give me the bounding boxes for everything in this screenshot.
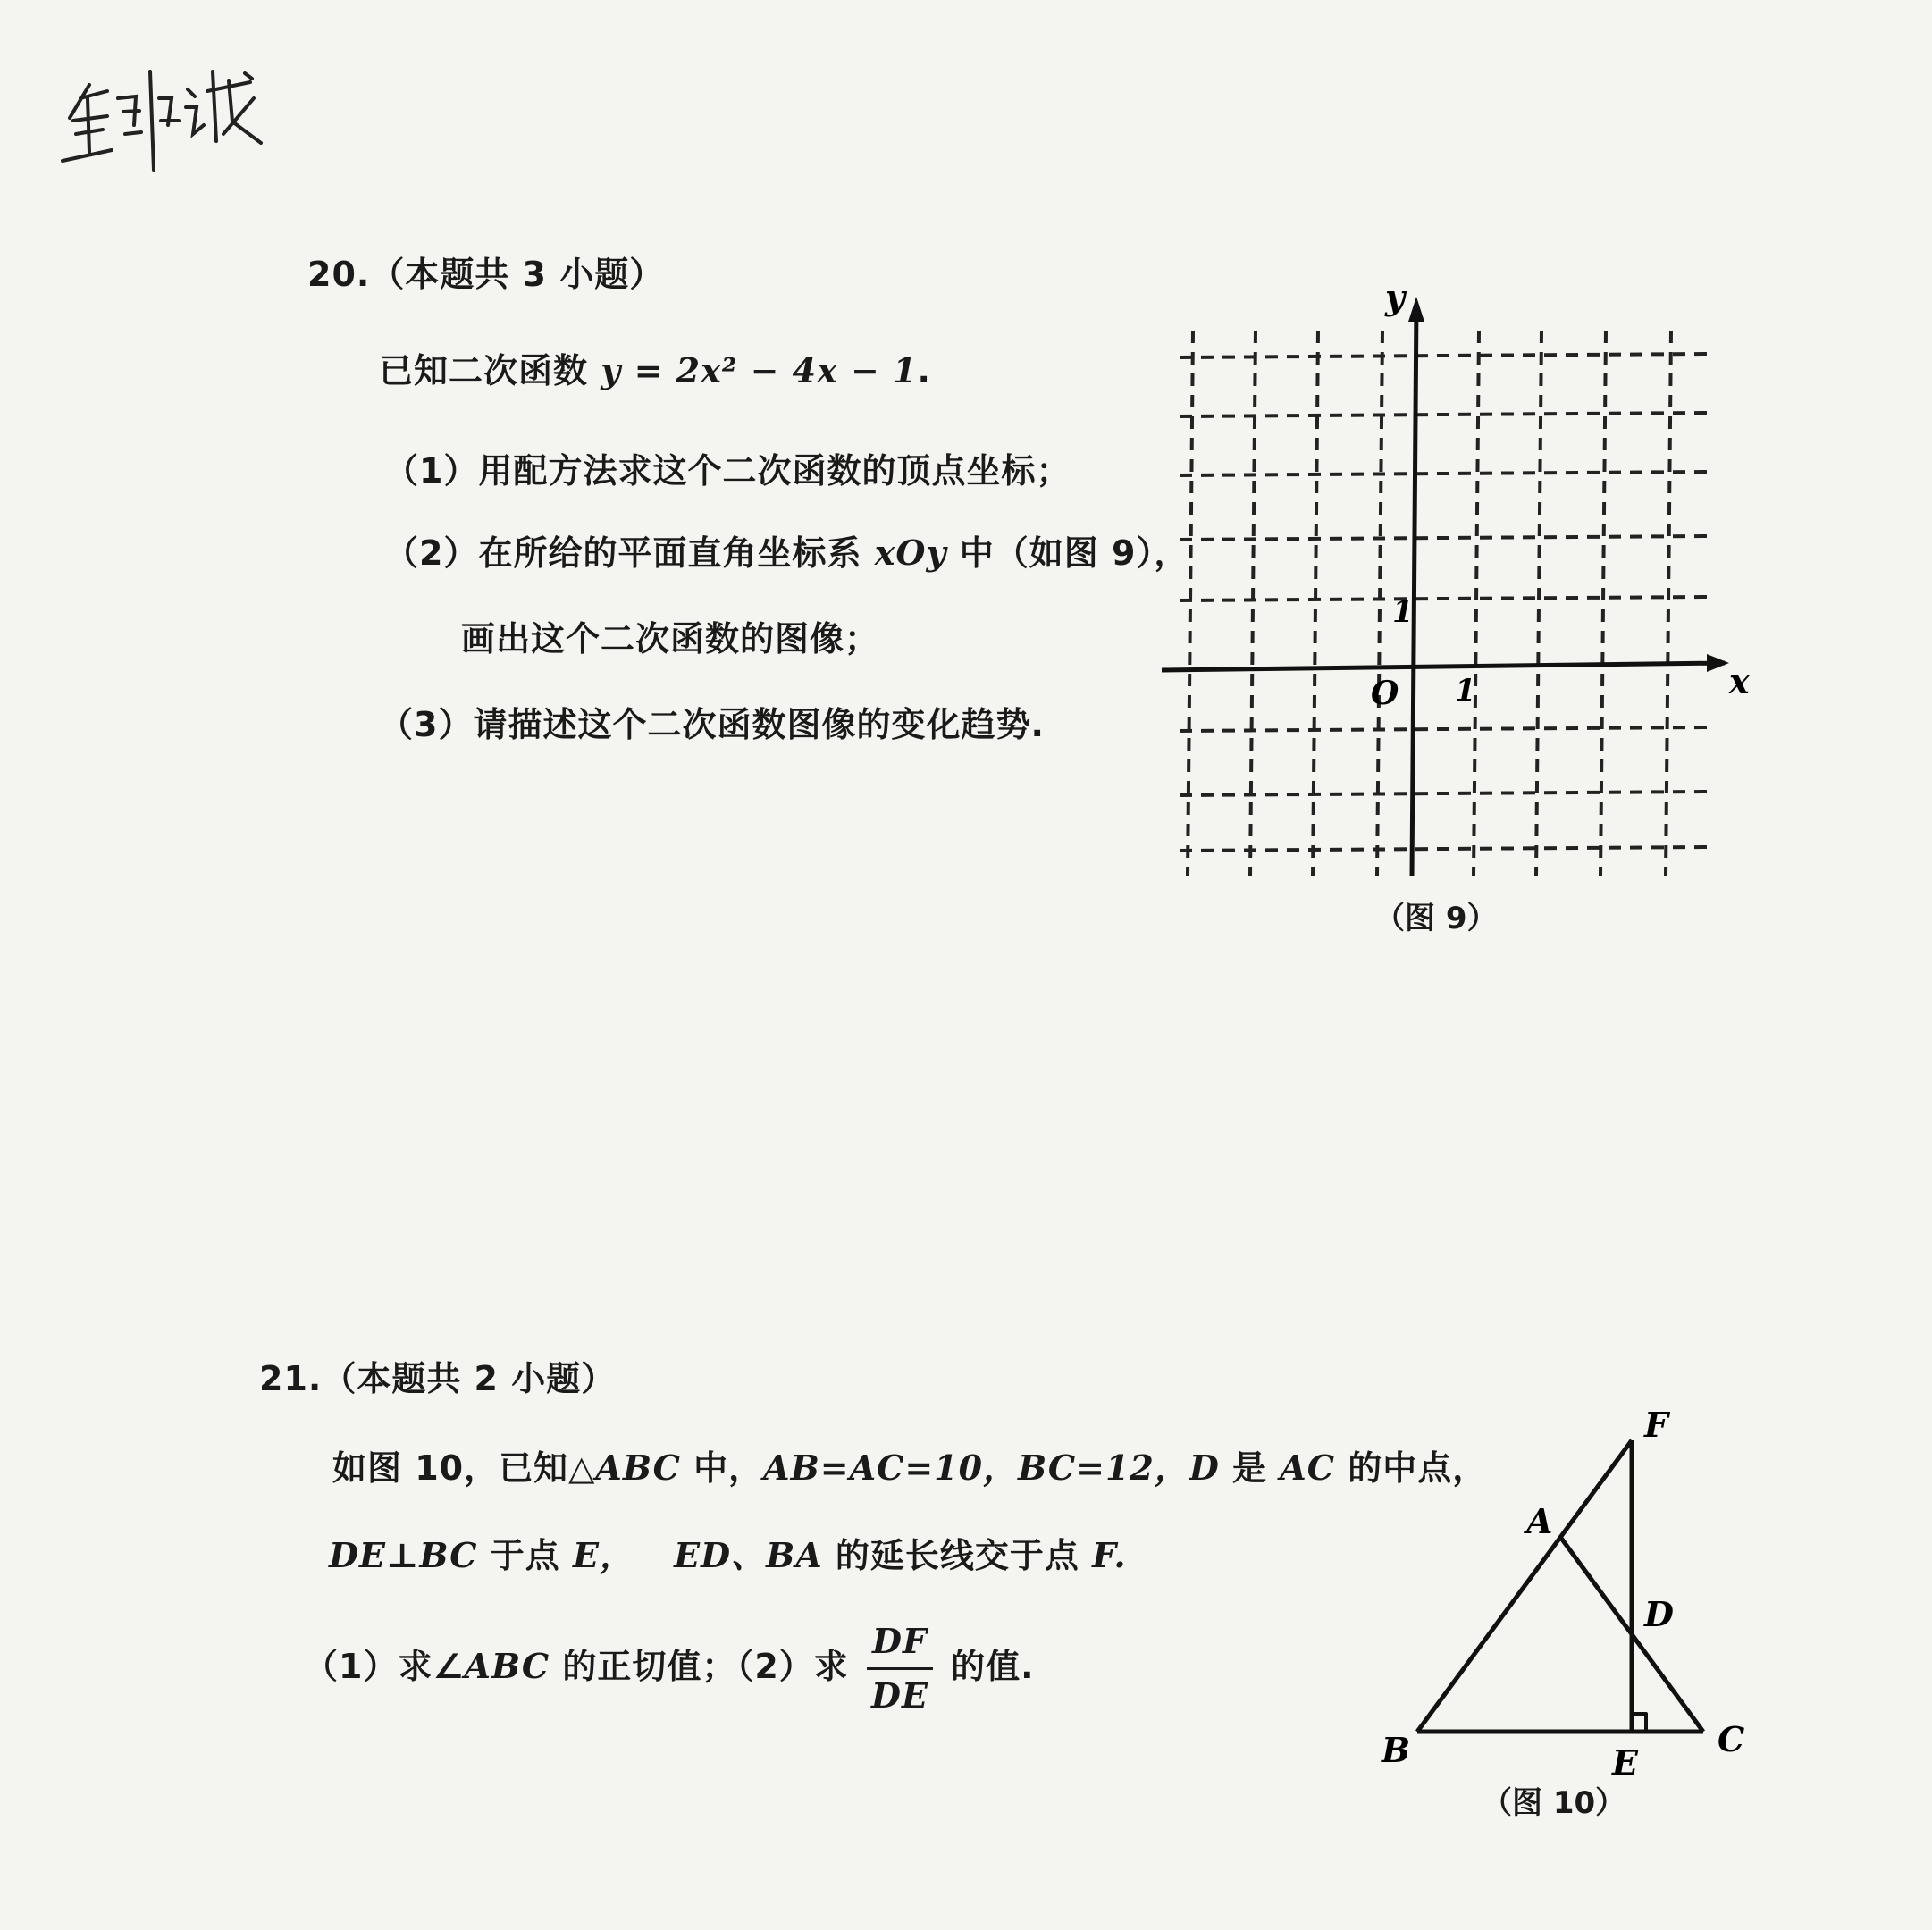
grid-lines <box>1180 331 1707 876</box>
q20-part2-b: 中（如图 9）， <box>959 533 1189 573</box>
q20-intro <box>379 343 931 392</box>
q20-part3: （3）请描述这个二次函数图像的变化趋势. <box>379 705 1045 744</box>
y-axis <box>1412 304 1416 876</box>
point-e-label: E <box>1612 1742 1638 1778</box>
grid-vertical-line <box>1600 331 1606 876</box>
figure-10-triangle <box>1367 1403 1769 1778</box>
grid-vertical-line <box>1536 331 1541 876</box>
q21-line2-e: 的延长线交于点 <box>835 1536 1079 1575</box>
grid-horizontal-line <box>1180 413 1707 416</box>
q21-line2 <box>329 1528 1127 1577</box>
q20-part2-a: （2）在所给的平面直角坐标系 <box>384 533 862 573</box>
q21-line1-a: 如图 10，已知△ <box>332 1448 596 1488</box>
x-axis-arrow <box>1707 654 1729 672</box>
grid-horizontal-line <box>1180 847 1707 851</box>
grid-horizontal-line <box>1180 536 1707 540</box>
q20-function-end: . <box>917 351 931 390</box>
q20-intro-text: 已知二次函数 <box>379 351 589 390</box>
origin-label: O <box>1371 675 1399 712</box>
handwritten-signature <box>54 36 286 188</box>
q21-line1-b: ABC <box>595 1448 681 1488</box>
grid-vertical-line <box>1474 331 1479 876</box>
q21-line2-a: DE⊥BC <box>329 1535 478 1575</box>
q20-part2-continued: 画出这个二次函数的图像； <box>461 619 880 659</box>
q21-line1-c: 中， <box>693 1448 764 1488</box>
grid-horizontal-line <box>1180 354 1707 357</box>
q21-line2-f: F. <box>1092 1535 1127 1575</box>
y-tick-label: 1 <box>1392 594 1414 630</box>
figure-10-caption: （图 10） <box>1482 1785 1626 1821</box>
q21-title: 21.（本题共 2 小题） <box>259 1359 617 1398</box>
q21-parts <box>304 1615 1035 1722</box>
q21-part-a: （1）求∠ <box>304 1647 465 1686</box>
x-tick-label: 1 <box>1455 673 1476 709</box>
q21-part-c: 的正切值；（2）求 <box>562 1647 849 1686</box>
figure-9-caption: （图 9） <box>1374 901 1498 936</box>
q21-line1-g: 的中点， <box>1348 1448 1488 1488</box>
q21-fraction <box>867 1615 933 1722</box>
q21-line1-d: AB=AC=10，BC=12，D <box>763 1448 1220 1488</box>
q21-line1-e: 是 <box>1232 1448 1268 1488</box>
grid-horizontal-line <box>1180 472 1707 475</box>
point-c-label: C <box>1718 1719 1745 1759</box>
figure-9-coordinate-grid <box>1144 286 1751 911</box>
q20-function-lhs: y <box>601 350 622 390</box>
segment-bf <box>1417 1440 1632 1732</box>
grid-horizontal-line <box>1180 597 1707 600</box>
q21-line1 <box>332 1440 1487 1489</box>
q21-fraction-numerator: DF <box>867 1615 933 1670</box>
q21-line1-f: AC <box>1280 1448 1336 1488</box>
q21-line2-c: E， <box>572 1535 634 1575</box>
q20-title: 20.（本题共 3 小题） <box>307 255 665 294</box>
q20-function-rhs: = 2x² − 4x − 1 <box>634 350 918 390</box>
x-axis-label: x <box>1729 661 1750 701</box>
point-b-label: B <box>1382 1730 1411 1770</box>
q20-part2-system: xOy <box>874 533 947 573</box>
q21-part-b: ABC <box>464 1646 550 1686</box>
q20-part2 <box>384 525 1189 575</box>
grid-vertical-line <box>1666 331 1671 876</box>
q21-part-d: 的值. <box>951 1647 1035 1686</box>
point-a-label: A <box>1526 1501 1553 1541</box>
grid-horizontal-line <box>1180 727 1707 731</box>
point-f-label: F <box>1644 1405 1668 1445</box>
point-d-label: D <box>1644 1594 1674 1634</box>
q21-fraction-denominator: DE <box>871 1675 928 1716</box>
grid-horizontal-line <box>1180 792 1707 795</box>
y-axis-label: y <box>1385 286 1406 317</box>
x-axis <box>1162 663 1725 670</box>
q20-part1: （1）用配方法求这个二次函数的顶点坐标； <box>384 451 1071 491</box>
q21-line2-d: ED、BA <box>674 1535 823 1575</box>
y-axis-arrow <box>1408 297 1424 322</box>
q21-line2-b: 于点 <box>490 1536 560 1575</box>
